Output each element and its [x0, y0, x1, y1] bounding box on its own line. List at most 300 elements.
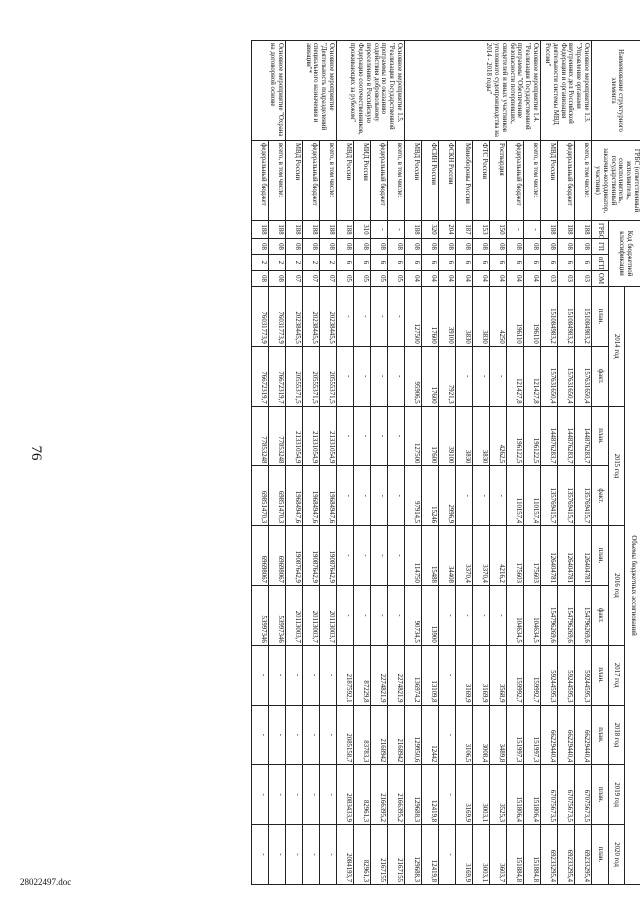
grbs-cell: Минобороны России	[456, 141, 473, 221]
value-cell: 196110	[507, 287, 524, 347]
value-cell: 20555371,5	[303, 346, 320, 406]
grbs-cell: МИД России	[354, 141, 371, 221]
value-cell: 151084983,2	[541, 287, 558, 347]
value-cell: 19087642,9	[303, 526, 320, 586]
value-cell: 67075673,5	[575, 765, 592, 825]
value-cell: 7921,3	[439, 346, 456, 406]
value-cell: 175603	[524, 526, 541, 586]
value-cell: 2274821,9	[388, 645, 405, 705]
code-cell: 320	[422, 221, 439, 239]
code-cell: 6	[558, 255, 575, 271]
value-cell: 82961,3	[354, 765, 371, 825]
value-cell: 3568,9	[490, 645, 507, 705]
value-cell: -	[456, 466, 473, 526]
grbs-cell: федеральный бюджет	[303, 141, 320, 221]
grbs-cell: федеральный бюджет	[371, 141, 388, 221]
value-cell: -	[388, 526, 405, 586]
code-cell: 08	[439, 239, 456, 255]
value-cell: 151884,8	[507, 825, 524, 885]
value-cell: 3370,4	[456, 526, 473, 586]
value-cell: 129688,3	[405, 765, 422, 825]
code-cell: -	[371, 221, 388, 239]
value-cell: -	[473, 346, 490, 406]
code-cell: 08	[507, 239, 524, 255]
value-cell: 39100	[439, 287, 456, 347]
value-cell: 3830	[473, 287, 490, 347]
value-cell: 66229440,4	[558, 705, 575, 765]
value-cell: -	[303, 765, 320, 825]
value-cell: 83783,3	[354, 705, 371, 765]
value-cell: 19684947,6	[303, 466, 320, 526]
value-cell: 67075673,5	[558, 765, 575, 825]
grbs-cell: ФСИН России	[422, 141, 439, 221]
value-cell: -	[354, 526, 371, 586]
value-cell: -	[371, 287, 388, 347]
value-cell: -	[286, 825, 303, 885]
table-row	[269, 41, 286, 885]
value-cell: 129950,6	[405, 705, 422, 765]
value-cell: 3169,9	[473, 645, 490, 705]
value-cell: 154796269,6	[575, 585, 592, 645]
value-cell: 21331054,9	[320, 406, 337, 466]
code-cell: 6	[337, 255, 354, 271]
header-plan: план.	[592, 765, 609, 825]
header-fact: факт.	[592, 585, 609, 645]
value-cell: 90734,5	[405, 585, 422, 645]
budget-table-container	[52, 40, 640, 885]
code-cell: 188	[575, 221, 592, 239]
value-cell: 76031773,9	[252, 287, 269, 347]
code-cell: 08	[286, 239, 303, 255]
value-cell: 82961,3	[354, 825, 371, 885]
value-cell: 69233295,4	[575, 825, 592, 885]
value-cell: -	[456, 585, 473, 645]
code-cell: 188	[303, 221, 320, 239]
code-cell: 08	[422, 239, 439, 255]
value-cell: 151084983,2	[558, 287, 575, 347]
value-cell: 20113003,7	[286, 585, 303, 645]
value-cell: 144876283,7	[558, 406, 575, 466]
code-cell: 04	[490, 271, 507, 287]
value-cell: 2168942	[388, 705, 405, 765]
value-cell: 15488	[422, 526, 439, 586]
code-cell: 05	[337, 271, 354, 287]
code-cell: 2	[303, 255, 320, 271]
table-row	[320, 41, 337, 885]
code-cell: 04	[456, 271, 473, 287]
value-cell: 3370,4	[473, 526, 490, 586]
value-cell: 69698067	[269, 526, 286, 586]
code-cell: 188	[405, 221, 422, 239]
value-cell: -	[354, 466, 371, 526]
value-cell: 3003,1	[473, 825, 490, 885]
value-cell: 76672319,7	[269, 346, 286, 406]
table-row	[473, 41, 490, 885]
table-row	[337, 41, 354, 885]
value-cell: 196122,5	[524, 406, 541, 466]
header-element-name: Наименование структурного элемента	[592, 41, 640, 141]
value-cell: 59244595,3	[541, 645, 558, 705]
value-cell: -	[303, 705, 320, 765]
code-cell: 08	[473, 239, 490, 255]
value-cell: 4262,5	[490, 406, 507, 466]
grbs-cell: всего, в том числе:	[524, 141, 541, 221]
value-cell: 12419,8	[422, 825, 439, 885]
value-cell: 20555371,5	[286, 346, 303, 406]
value-cell: 21331054,9	[303, 406, 320, 466]
value-cell: 15246	[422, 466, 439, 526]
value-cell: 95906,5	[405, 346, 422, 406]
value-cell: 2166395,2	[371, 765, 388, 825]
value-cell: 2187592,1	[337, 645, 354, 705]
header-code: ГРБС	[592, 221, 609, 239]
value-cell: -	[337, 406, 354, 466]
value-cell: 3603,7	[490, 825, 507, 885]
grbs-cell: Росгвардия	[490, 141, 507, 221]
value-cell: 159992,7	[507, 645, 524, 705]
value-cell: -	[252, 645, 269, 705]
code-cell: 05	[371, 271, 388, 287]
value-cell: -	[388, 406, 405, 466]
value-cell: 135769415,7	[558, 466, 575, 526]
grbs-cell: МВД России	[541, 141, 558, 221]
table-row	[558, 41, 575, 885]
code-cell: 07	[286, 271, 303, 287]
value-cell: 121427,8	[507, 346, 524, 406]
value-cell: -	[490, 585, 507, 645]
code-cell: 310	[354, 221, 371, 239]
value-cell: 17600	[422, 346, 439, 406]
value-cell: 19684947,6	[320, 466, 337, 526]
code-cell: -	[524, 221, 541, 239]
value-cell: 19087642,9	[320, 526, 337, 586]
header-code: ОМ	[592, 271, 609, 287]
value-cell: -	[388, 346, 405, 406]
value-cell: 126404781	[575, 526, 592, 586]
value-cell: -	[439, 645, 456, 705]
value-cell: 3008,4	[473, 705, 490, 765]
value-cell: -	[371, 406, 388, 466]
code-cell: 08	[252, 271, 269, 287]
code-cell: 08	[456, 239, 473, 255]
value-cell: -	[490, 346, 507, 406]
value-cell: 151806,4	[507, 765, 524, 825]
value-cell: 175603	[507, 526, 524, 586]
table-row	[405, 41, 422, 885]
value-cell: 3003,1	[473, 765, 490, 825]
header-year: 2017 год	[608, 645, 625, 705]
table-row	[456, 41, 473, 885]
header-plan: план.	[592, 406, 609, 466]
value-cell: 157631650,4	[575, 346, 592, 406]
value-cell: 2167155	[388, 825, 405, 885]
header-year: 2016 год	[608, 526, 625, 646]
value-cell: 4250	[490, 287, 507, 347]
value-cell: 196110	[524, 287, 541, 347]
value-cell: 53997346	[252, 585, 269, 645]
value-cell: -	[286, 705, 303, 765]
value-cell: 13900	[422, 585, 439, 645]
value-cell: 135769415,7	[541, 466, 558, 526]
page-number: 76	[28, 445, 44, 461]
code-cell: 05	[388, 271, 405, 287]
value-cell: 3830	[456, 406, 473, 466]
value-cell: -	[337, 287, 354, 347]
value-cell: 2274821,9	[371, 645, 388, 705]
structural-element-name: Основное мероприятие 1.5. "Реализация Государственной программы по оказанию содействия добровольному переселению в Российскую Федерацию соотечественников, проживающих за рубежом"	[337, 41, 405, 141]
header-code: пГП	[592, 255, 609, 271]
table-row	[286, 41, 303, 885]
code-cell: 04	[473, 271, 490, 287]
code-cell: 05	[354, 271, 371, 287]
code-cell: 04	[422, 271, 439, 287]
header-fact: факт.	[592, 466, 609, 526]
value-cell: 151997,3	[524, 705, 541, 765]
structural-element-name: Основное мероприятие 1.4. "Реализация Государственной программы "Обеспечение безопасности потерпевших, свидетелей и иных участников уголовного судопроизводства на 2014 - 2018 годы"	[405, 41, 541, 141]
value-cell: -	[439, 705, 456, 765]
value-cell: 2084193,7	[337, 825, 354, 885]
code-cell: 6	[354, 255, 371, 271]
value-cell: 127500	[405, 406, 422, 466]
value-cell: 77853248	[252, 406, 269, 466]
value-cell: 34408	[439, 526, 456, 586]
value-cell: -	[354, 287, 371, 347]
document-filename: 28022497.doc	[20, 877, 72, 887]
value-cell: 129688,3	[405, 825, 422, 885]
value-cell: -	[320, 765, 337, 825]
code-cell: 08	[371, 239, 388, 255]
value-cell: 12442	[422, 705, 439, 765]
header-year: 2019 год	[608, 765, 625, 825]
code-cell: 08	[320, 239, 337, 255]
value-cell: 151884,8	[524, 825, 541, 885]
value-cell: 76672319,7	[252, 346, 269, 406]
value-cell: 66229440,4	[541, 705, 558, 765]
value-cell: 4216,2	[490, 526, 507, 586]
code-cell: 08	[558, 239, 575, 255]
value-cell: 21331054,9	[286, 406, 303, 466]
code-cell: 204	[439, 221, 456, 239]
value-cell: 3106,5	[456, 705, 473, 765]
value-cell: -	[320, 645, 337, 705]
value-cell: 3489,8	[490, 705, 507, 765]
value-cell: -	[354, 406, 371, 466]
value-cell: -	[371, 585, 388, 645]
code-cell: 150	[490, 221, 507, 239]
value-cell: 53997346	[269, 585, 286, 645]
header-plan: план.	[592, 705, 609, 765]
value-cell: 126404781	[541, 526, 558, 586]
value-cell: 59244595,3	[558, 645, 575, 705]
value-cell: 20238445,5	[320, 287, 337, 347]
grbs-cell: всего, в том числе:	[388, 141, 405, 221]
value-cell: 66229440,4	[575, 705, 592, 765]
value-cell: -	[439, 825, 456, 885]
table-row	[354, 41, 371, 885]
value-cell: -	[269, 765, 286, 825]
code-cell: 2	[286, 255, 303, 271]
code-cell: 6	[524, 255, 541, 271]
value-cell: -	[371, 346, 388, 406]
value-cell: -	[439, 765, 456, 825]
value-cell: -	[456, 346, 473, 406]
structural-element-name: Основное мероприятие "Деятельность подразделений специального назначения и авиации"*	[286, 41, 337, 141]
grbs-cell: федеральный бюджет	[507, 141, 524, 221]
code-cell: 188	[286, 221, 303, 239]
value-cell: -	[320, 825, 337, 885]
value-cell: 3169,9	[456, 765, 473, 825]
code-cell: 188	[252, 221, 269, 239]
value-cell: 20238445,5	[303, 287, 320, 347]
structural-element-name: Основное мероприятие "Охрана на договорной основе	[252, 41, 286, 141]
value-cell: 3169,9	[456, 645, 473, 705]
value-cell: 159992,7	[524, 645, 541, 705]
header-plan: план.	[592, 526, 609, 586]
code-cell: 6	[575, 255, 592, 271]
table-row	[541, 41, 558, 885]
value-cell: -	[337, 526, 354, 586]
value-cell: 114750	[405, 526, 422, 586]
table-row	[303, 41, 320, 885]
grbs-cell: федеральный бюджет	[252, 141, 269, 221]
value-cell: -	[388, 287, 405, 347]
value-cell: 2085158,7	[337, 705, 354, 765]
code-cell: 6	[405, 255, 422, 271]
grbs-cell: всего, в том числе:	[320, 141, 337, 221]
value-cell: 77853248	[269, 406, 286, 466]
value-cell: -	[269, 825, 286, 885]
header-plan: план.	[592, 287, 609, 347]
value-cell: -	[320, 705, 337, 765]
value-cell: 20113003,7	[303, 585, 320, 645]
header-code: ГП	[592, 239, 609, 255]
value-cell: 2168942	[371, 705, 388, 765]
code-cell: 03	[541, 271, 558, 287]
grbs-cell: МВД России	[286, 141, 303, 221]
value-cell: 121427,8	[524, 346, 541, 406]
table-row	[490, 41, 507, 885]
value-cell: -	[490, 466, 507, 526]
value-cell: 144876283,7	[575, 406, 592, 466]
value-cell: 87229,8	[354, 645, 371, 705]
header-fact: факт.	[592, 346, 609, 406]
table-row	[422, 41, 439, 885]
value-cell: -	[303, 825, 320, 885]
header-code-group: Код бюджетной классификации	[608, 221, 640, 287]
code-cell: 08	[405, 239, 422, 255]
code-cell: 153	[473, 221, 490, 239]
value-cell: 3525,3	[490, 765, 507, 825]
code-cell: 08	[252, 239, 269, 255]
header-plan: план.	[592, 825, 609, 885]
header-year: 2015 год	[608, 406, 625, 526]
value-cell: 196122,5	[507, 406, 524, 466]
value-cell: 20238445,5	[286, 287, 303, 347]
value-cell: 2083433,9	[337, 765, 354, 825]
value-cell: -	[286, 645, 303, 705]
code-cell: 04	[439, 271, 456, 287]
value-cell: -	[439, 585, 456, 645]
header-plan: план.	[592, 645, 609, 705]
value-cell: 12419,8	[422, 765, 439, 825]
code-cell: 08	[388, 239, 405, 255]
table-row	[507, 41, 524, 885]
code-cell: 2	[252, 255, 269, 271]
code-cell: 08	[269, 271, 286, 287]
code-cell: 2	[269, 255, 286, 271]
grbs-cell: всего, в том числе:	[575, 141, 592, 221]
value-cell: -	[388, 585, 405, 645]
value-cell: 69698067	[252, 526, 269, 586]
budget-allocation-table	[251, 40, 640, 885]
value-cell: -	[286, 765, 303, 825]
value-cell: 20113003,7	[320, 585, 337, 645]
value-cell: -	[473, 466, 490, 526]
value-cell: 157631650,4	[541, 346, 558, 406]
code-cell: 08	[490, 239, 507, 255]
value-cell: 69233295,4	[541, 825, 558, 885]
code-cell: 187	[456, 221, 473, 239]
table-row	[575, 41, 592, 885]
table-row	[524, 41, 541, 885]
value-cell: -	[269, 705, 286, 765]
value-cell: 69851470,3	[269, 466, 286, 526]
value-cell: 59244595,3	[575, 645, 592, 705]
value-cell: 76031773,9	[269, 287, 286, 347]
code-cell: 188	[320, 221, 337, 239]
header-grbs: ГРБС (ответственный исполнитель, соисполнитель, государственный заказчик-координатор, участник)	[592, 141, 640, 221]
value-cell: 39100	[439, 406, 456, 466]
code-cell: 04	[507, 271, 524, 287]
header-year: 2020 год	[608, 825, 625, 885]
code-cell: 08	[269, 239, 286, 255]
value-cell: 20555371,5	[320, 346, 337, 406]
value-cell: 3169,9	[456, 825, 473, 885]
grbs-cell: всего, в том числе:	[269, 141, 286, 221]
value-cell: -	[388, 466, 405, 526]
code-cell: 08	[303, 239, 320, 255]
code-cell: 2	[320, 255, 337, 271]
code-cell: 6	[371, 255, 388, 271]
value-cell: 136974,2	[405, 645, 422, 705]
value-cell: 67075673,5	[541, 765, 558, 825]
value-cell: 3830	[456, 287, 473, 347]
code-cell: 07	[303, 271, 320, 287]
grbs-cell: МВД России	[405, 141, 422, 221]
value-cell: -	[252, 825, 269, 885]
value-cell: -	[354, 346, 371, 406]
code-cell: 188	[558, 221, 575, 239]
code-cell: 188	[541, 221, 558, 239]
value-cell: -	[252, 705, 269, 765]
value-cell: 97914,5	[405, 466, 422, 526]
value-cell: 154796269,6	[541, 585, 558, 645]
code-cell: 08	[541, 239, 558, 255]
value-cell: 110157,4	[524, 466, 541, 526]
value-cell: -	[337, 585, 354, 645]
value-cell: 154796269,6	[558, 585, 575, 645]
value-cell: 13109,8	[422, 645, 439, 705]
value-cell: 19087642,9	[286, 526, 303, 586]
code-cell: 08	[575, 239, 592, 255]
code-cell: 6	[541, 255, 558, 271]
grbs-cell: федеральный бюджет	[558, 141, 575, 221]
value-cell: -	[337, 346, 354, 406]
value-cell: 110157,4	[507, 466, 524, 526]
value-cell: -	[337, 466, 354, 526]
value-cell: 126404781	[558, 526, 575, 586]
value-cell: 17600	[422, 287, 439, 347]
